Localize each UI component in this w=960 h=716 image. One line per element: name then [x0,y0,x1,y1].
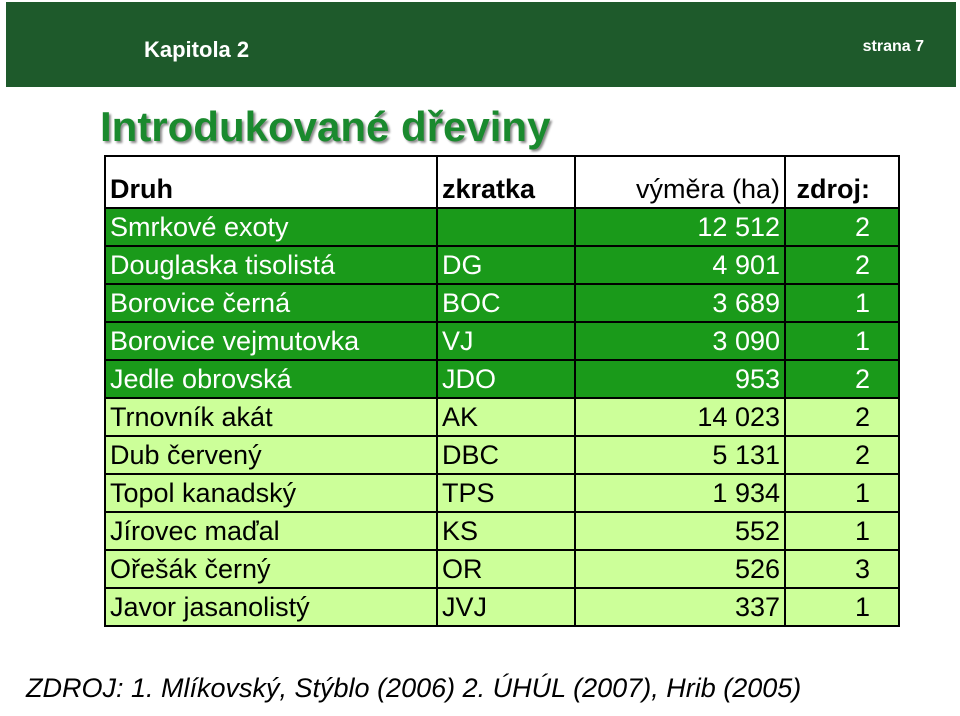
column-header-source: zdroj: [785,156,899,208]
cell-species: Jírovec maďal [105,512,437,550]
table-row [105,246,899,284]
cell-source: 1 [785,322,899,360]
cell-species: Borovice černá [105,284,437,322]
cell-area: 526 [575,550,785,588]
cell-species: Borovice vejmutovka [105,322,437,360]
cell-abbreviation: DG [437,246,575,284]
page-title: Introdukované dřeviny [100,103,551,150]
header-bar [6,2,956,87]
column-header-abbreviation: zkratka [437,156,575,208]
cell-area: 14 023 [575,398,785,436]
table-row [105,208,899,246]
cell-area: 953 [575,360,785,398]
sources-footnote: ZDROJ: 1. Mlíkovský, Stýblo (2006) 2. ÚHÚL (2007), Hrib (2005) [26,673,802,703]
table-row [105,322,899,360]
cell-abbreviation: BOC [437,284,575,322]
cell-area: 12 512 [575,208,785,246]
cell-abbreviation: KS [437,512,575,550]
cell-species: Topol kanadský [105,474,437,512]
cell-area: 1 934 [575,474,785,512]
cell-abbreviation [437,208,575,246]
cell-source: 2 [785,360,899,398]
cell-abbreviation: TPS [437,474,575,512]
cell-area: 552 [575,512,785,550]
table-row [105,360,899,398]
column-header-area: výměra (ha) [575,156,785,208]
cell-species: Jedle obrovská [105,360,437,398]
cell-species: Douglaska tisolistá [105,246,437,284]
cell-abbreviation: JDO [437,360,575,398]
cell-source: 1 [785,512,899,550]
table-header-row [105,156,899,208]
cell-source: 2 [785,208,899,246]
cell-species: Ořešák černý [105,550,437,588]
cell-source: 2 [785,398,899,436]
cell-source: 1 [785,588,899,626]
cell-area: 337 [575,588,785,626]
cell-species: Trnovník akát [105,398,437,436]
cell-area: 3 689 [575,284,785,322]
cell-species: Javor jasanolistý [105,588,437,626]
cell-source: 1 [785,284,899,322]
cell-abbreviation: OR [437,550,575,588]
column-header-species: Druh [105,156,437,208]
table-row [105,550,899,588]
cell-abbreviation: VJ [437,322,575,360]
species-table [104,155,900,627]
chapter-label: Kapitola 2 [144,37,250,62]
cell-abbreviation: AK [437,398,575,436]
cell-area: 5 131 [575,436,785,474]
table-row [105,398,899,436]
cell-species: Dub červený [105,436,437,474]
page-number: strana 7 [862,38,924,55]
cell-abbreviation: JVJ [437,588,575,626]
table-row [105,512,899,550]
cell-species: Smrkové exoty [105,208,437,246]
cell-source: 2 [785,436,899,474]
table-row [105,474,899,512]
cell-area: 3 090 [575,322,785,360]
cell-area: 4 901 [575,246,785,284]
cell-source: 1 [785,474,899,512]
cell-source: 3 [785,550,899,588]
table-row [105,284,899,322]
table-row [105,436,899,474]
cell-abbreviation: DBC [437,436,575,474]
table-body [105,208,899,626]
table-row [105,588,899,626]
cell-source: 2 [785,246,899,284]
